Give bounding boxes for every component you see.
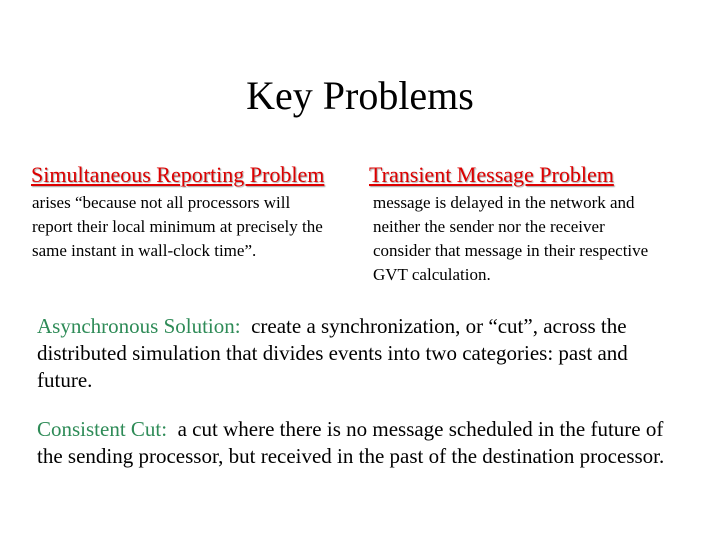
consistent-cut-paragraph — [37, 416, 677, 470]
asynchronous-solution-term: Asynchronous Solution: — [37, 314, 241, 338]
asynchronous-solution-paragraph — [37, 313, 677, 394]
asynchronous-solution-text: create a synchronization, or “cut”, across the distributed simulation that divides events into two categories: past and future. — [37, 314, 628, 392]
consistent-cut-term: Consistent Cut: — [37, 417, 168, 441]
simultaneous-reporting-heading: Simultaneous Reporting Problem — [31, 162, 325, 187]
consistent-cut-text: a cut where there is no message scheduled in the future of the sending processor, but received in the past of the destination processor. — [37, 417, 665, 468]
simultaneous-reporting-description: arises “because not all processors will report their local minimum at precisely the same instant in wall-clock time”. — [32, 193, 323, 260]
transient-message-heading: Transient Message Problem — [369, 162, 614, 187]
transient-message-description: message is delayed in the network and neither the sender nor the receiver consider that message in their respective GVT calculation. — [373, 193, 649, 284]
slide-title: Key Problems — [246, 73, 474, 118]
